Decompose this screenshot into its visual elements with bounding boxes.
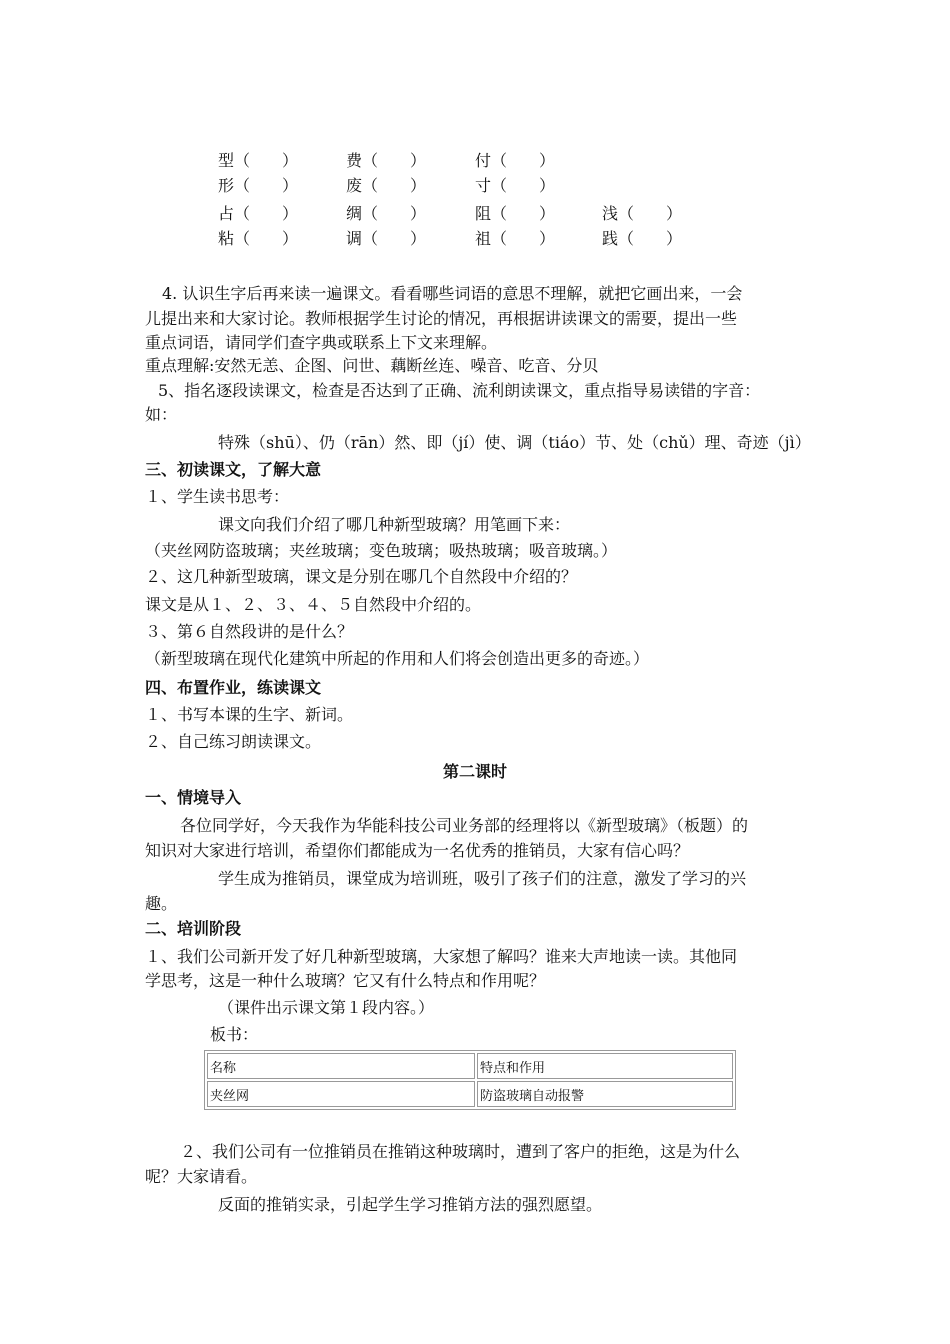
- section-heading: 三、初读课文，了解大意: [145, 460, 322, 479]
- paragraph-line: 儿提出来和大家讨论。教师根据学生讨论的情况，再根据讲读课文的需要，提出一些: [145, 309, 738, 328]
- paragraph-line: ３、第６自然段讲的是什么？: [145, 622, 354, 641]
- char-item: 浅（ ）: [602, 204, 683, 223]
- paragraph-line: 呢？大家请看。: [145, 1167, 258, 1186]
- paragraph-line: （新型玻璃在现代化建筑中所起的作用和人们将会创造出更多的奇迹。）: [145, 649, 650, 668]
- char-item: 寸（ ）: [475, 176, 556, 195]
- paragraph-line: １、学生读书思考：: [145, 487, 290, 506]
- char-item: 付（ ）: [475, 151, 556, 170]
- paragraph-line: 课文向我们介绍了哪几种新型玻璃？用笔画下来：: [218, 515, 571, 534]
- section-heading: 四、布置作业，练读课文: [145, 678, 322, 697]
- char-item: 形（ ）: [218, 176, 299, 195]
- board-table: [204, 1050, 736, 1110]
- paragraph-line: 课文是从１、２、３、４、５自然段中介绍的。: [145, 595, 482, 614]
- paragraph-line: 知识对大家进行培训，希望你们都能成为一名优秀的推销员，大家有信心吗？: [145, 841, 690, 860]
- char-item: 阻（ ）: [475, 204, 556, 223]
- table-cell: 夹丝网: [207, 1081, 475, 1107]
- section-heading: 二、培训阶段: [145, 919, 242, 938]
- table-row: [207, 1081, 733, 1107]
- char-item: 调（ ）: [346, 229, 427, 248]
- lesson-title: 第二课时: [442, 762, 507, 781]
- note-line: 反面的推销实录，引起学生学习推销方法的强烈愿望。: [218, 1195, 603, 1214]
- char-item: 费（ ）: [346, 151, 427, 170]
- paragraph-line: （夹丝网防盗玻璃；夹丝玻璃；变色玻璃；吸热玻璃；吸音玻璃。）: [145, 541, 618, 560]
- paragraph-line: ２、我们公司有一位推销员在推销这种玻璃时，遭到了客户的拒绝，这是为什么: [180, 1142, 741, 1161]
- char-item: 祖（ ）: [475, 229, 556, 248]
- paragraph-line: ２、这几种新型玻璃，课文是分别在哪几个自然段中介绍的？: [145, 567, 578, 586]
- char-item: 型（ ）: [218, 151, 299, 170]
- table-cell: 特点和作用: [477, 1053, 733, 1079]
- focus-words: 重点理解:安然无恙、企图、问世、藕断丝连、噪音、吃音、分贝: [145, 356, 599, 375]
- section-heading: 一、情境导入: [145, 788, 242, 807]
- char-item: 绸（ ）: [346, 204, 427, 223]
- paragraph-line: 学思考，这是一种什么玻璃？它又有什么特点和作用呢？: [145, 971, 546, 990]
- char-item: 占（ ）: [218, 204, 299, 223]
- paragraph-line: １、我们公司新开发了好几种新型玻璃，大家想了解吗？谁来大声地读一读。其他同: [145, 947, 738, 966]
- char-item: 粘（ ）: [218, 229, 299, 248]
- note-line: 学生成为推销员，课堂成为培训班，吸引了孩子们的注意，激发了学习的兴: [218, 869, 747, 888]
- paragraph-line: ２、自己练习朗读课文。: [145, 732, 322, 751]
- board-label: 板书：: [210, 1025, 259, 1044]
- table-cell: 名称: [207, 1053, 475, 1079]
- paragraph-line: 各位同学好，今天我作为华能科技公司业务部的经理将以《新型玻璃》（板题）的: [180, 816, 749, 835]
- pinyin-line: 特殊（shū）、仍（rān）然、即（jí）使、调（tiáo）节、处（chǔ）理、奇迹（jì）: [218, 433, 811, 452]
- paragraph-line: 4. 认识生字后再来读一遍课文。看看哪些词语的意思不理解，就把它画出来，一会: [162, 284, 743, 303]
- char-item: 废（ ）: [346, 176, 427, 195]
- paragraph-line: 重点词语，请同学们查字典或联系上下文来理解。: [145, 333, 498, 352]
- paragraph-line: １、书写本课的生字、新词。: [145, 705, 354, 724]
- paragraph-line: 如：: [145, 405, 178, 424]
- table-row: [207, 1053, 733, 1079]
- char-item: 践（ ）: [602, 229, 683, 248]
- table-cell: 防盗玻璃自动报警: [477, 1081, 733, 1107]
- note-line: 趣。: [145, 894, 178, 913]
- paragraph-line: （课件出示课文第１段内容。）: [218, 998, 435, 1017]
- paragraph-line: 5、指名逐段读课文，检查是否达到了正确、流利朗读课文，重点指导易读错的字音：: [158, 381, 761, 400]
